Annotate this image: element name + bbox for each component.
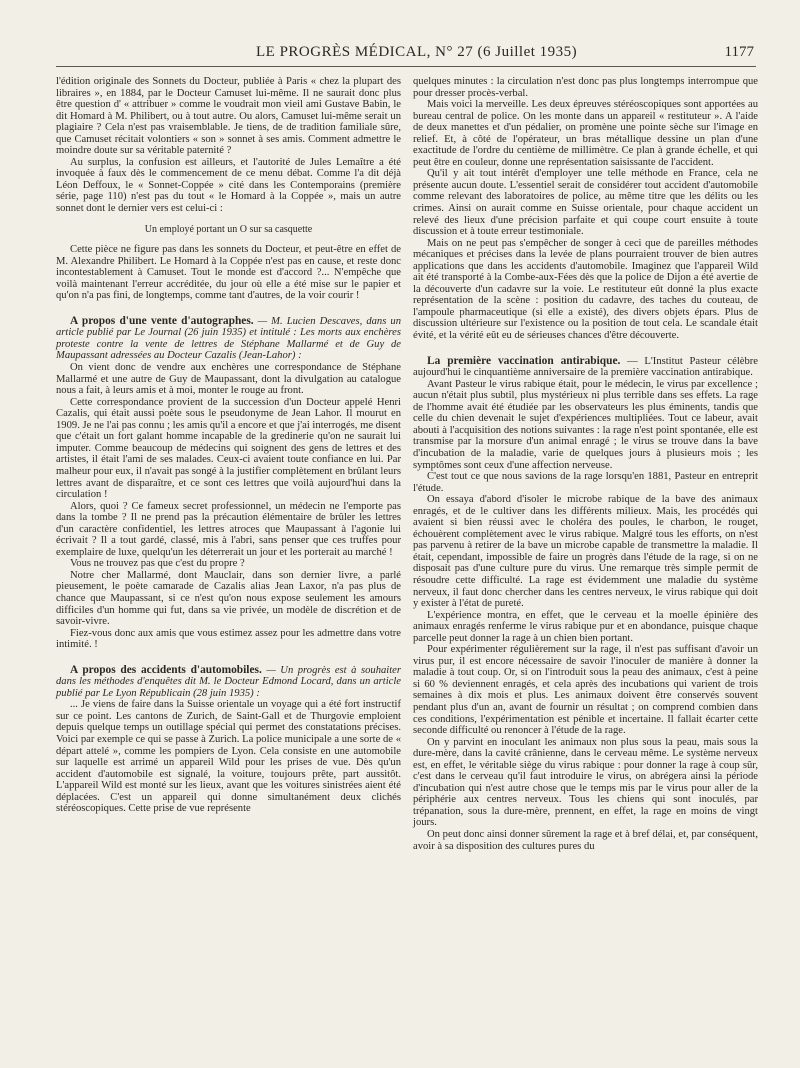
paragraph: Vous ne trouvez pas que c'est du propre ? (70, 558, 245, 570)
left-column (56, 76, 401, 815)
verse-quote: Un employé portant un O sur sa casquette (144, 223, 313, 235)
section-source: — M. Lucien Descaves, dans un article publié par Le Journal (26 juin 1935) et intitulé : Les morts aux enchères proteste contre la vente de lettres de Stéphane Mallarmé et de Guy de Maupassant adressées au Docteur Cazalis (Jean-Lahor) : (56, 315, 401, 362)
section-title: La première vaccination antirabique. (427, 354, 621, 367)
paragraph: Avant Pasteur le virus rabique était, pour le médecin, le virus par excellence ; aucun n'était plus subtil, plus mystérieux ni plus terrible dans ses effets. La rage de l'homme avait été étudiée par les observateurs les plus éminents, tandis que celle du chien devenait le sujet d'expériences multipliées. Tout ce labeur, avait abouti à l'acquisition des notions suivantes : la rage n'est point spontanée, elle est transmise par la morsure d'un animal enragé ; le virus se trouve dans la bave d'incubation de la maladie, varie de quelques jours à plusieurs mois ; les symptômes sont ceux d'une affection nerveuse. (413, 378, 758, 471)
paragraph: Notre cher Mallarmé, dont Mauclair, dans son dernier livre, a parlé pieusement, le poète camarade de Cazalis alias Jean Laxor, n'a pas plus de chance que Maupassant, si ce n'est qu'on nous expose seulement les amours difficiles d'un homme qui fut, dans sa vie privée, un modèle de discrétion et de savoir-vivre. (56, 569, 401, 628)
paragraph: On peut donc ainsi donner sûrement la rage et à bref délai, et, par conséquent, avoir à sa disposition des cultures pures du (413, 829, 758, 852)
section-autographes (56, 316, 401, 362)
paragraph: On essaya d'abord d'isoler le microbe rabique de la bave des animaux enragés, et de le cultiver dans les différents milieux. Mais, les procédés qui avaient si bien réussi avec le choléra des poules, le charbon, le rouget, échouèrent complètement avec le virus rabique. Malgré tous les efforts, on n'est pas parvenu à retirer de la bave un microbe capable de transmettre la maladie. Il était, cependant, impossible de faire un progrès dans l'étude de la rage, si on ne disposait pas d'une culture pure du virus. Une remarque très simple permit de résoudre cette difficulté. La rage est évidemment une maladie du système nerveux, il faut donc chercher dans les centres nerveux, le virus rabique qui doit y exister à l'état de pureté. (413, 494, 758, 610)
section-source: — Un progrès est à souhaiter dans les méthodes d'enquêtes dit M. le Docteur Edmond Locard, dans un article publié par Le Lyon Républicain (28 juin 1935) : (56, 664, 402, 699)
section-automobiles (56, 665, 401, 700)
paragraph: Mais on ne peut pas s'empêcher de songer à ceci que de pareilles méthodes mécaniques et précises dans la levée de plans pourraient trouver de bien autres applications que dans les accidents d'automobile. Imaginez que l'appareil Wild ait été transporté à la Combe-aux-Fées dès que la police de Dijon a été avertie de la découverte d'un cadavre sur la voie. Le restituteur eût donné la plus exacte représentation de la scène : position du cadavre, des taches du couteau, de l'ampoule pharmaceutique (si elle a existé), des divers objets épars. Plus de discussion ultérieure sur l'existence ou la position de tout cela. Le scandale était évité, et la vérité eût eu de sérieuses chances d'être découverte. (413, 237, 758, 342)
paragraph: On y parvint en inoculant les animaux non plus sous la peau, mais sous la dure-mère, dans la cavité crânienne, dans le cerveau même. Le système nerveux est, en effet, le véritable siège du virus rabique : pour donner la rage à coup sûr, c'est dans le cerveau qu'il faut introduire le virus, on abrégera ainsi la période d'incubation qui n'est autre chose que le temps mis par le virus pour aller de la périphérie aux centres nerveux. Tous les chiens qui sont inoculés, par trépanation, sous la dure-mère, prennent, en effet, la rage en moins de vingt jours. (413, 736, 758, 829)
section-title: A propos d'une vente d'autographes. (70, 314, 254, 327)
paragraph: On vient donc de vendre aux enchères une correspondance de Stéphane Mallarmé et une autre de Guy de Maupassant, dont la divulgation au catalogue nous a fait, à leurs amis et à moi, monter le rouge au front. (56, 362, 401, 397)
section-vaccination (413, 356, 758, 379)
paragraph: ... Je viens de faire dans la Suisse orientale un voyage qui a été fort instructif sur ce point. Les cantons de Zurich, de Saint-Gall et de Thurgovie emploient depuis quelque temps un outillage spécial qui permet des constatations précises. Voici par exemple ce qui se passe à Zurich. La police municipale a une sorte de « départ attelé », comme les pompiers de Lyon. Cela consiste en une automobile sur laquelle est arrimé un appareil Wild pour les prises de vue. Dès qu'un accident d'automobile est signalé, la voiture, toujours prête, part aussitôt. L'appareil Wild est monté sur les lieux, avant que les voitures sinistrées aient été déplacées. C'est un appareil qui donne simultanément deux clichés stéréoscopiques. Cette prise de vue représente (56, 699, 401, 815)
paragraph: Alors, quoi ? Ce fameux secret professionnel, un médecin ne l'emporte pas dans la tombe ? Il ne prend pas la précaution élémentaire de brûler les lettres d'un caractère confidentiel, les lettres atroces que Maupassant à l'agonie lui écrivait ? Il a tout gardé, classé, mis à l'abri, sans penser que ces truffes pour exemplaire de luxe, quelqu'un les déterrerait un jour et les porterait au marché ! (56, 500, 401, 558)
section-title: A propos des accidents d'automobiles. (70, 663, 262, 676)
section-source: — L'Institut Pasteur célèbre aujourd'hui le cinquantième anniversaire de la première vaccination antirabique. (413, 355, 758, 379)
right-column (413, 76, 758, 852)
paragraph: Cette correspondance provient de la succession d'un Docteur appelé Henri Cazalis, qui était aussi poète sous le pseudonyme de Jean Lahor. Il mourut en 1909. Je ne l'ai pas connu ; les amis qu'il a encore et que j'ai interrogés, me disent que c'était un fort galant homme incapable de la gredinerie qu'on ne saurait lui imputer. Comme beaucoup de médecins qui soignent des gens de lettres et des artistes, il était l'ami de ses malades. Ceux-ci avaient toute confiance en lui. Par malheur pour eux, il n'avait pas songé à la justifier complètement en brûlant leurs lettres avant de disparaître, et ce sont ces lettres que voilà aujourd'hui dans la circulation ! (56, 396, 401, 501)
page-header (56, 44, 756, 67)
page-number: 1177 (724, 44, 754, 60)
journal-title: LE PROGRÈS MÉDICAL, N° 27 (6 Juillet 1935) (256, 44, 578, 60)
paragraph: Fiez-vous donc aux amis que vous estimez assez pour les admettre dans votre intimité. ! (56, 627, 401, 651)
paragraph: Pour expérimenter régulièrement sur la rage, il n'est pas suffisant d'avoir un virus pur, il est encore nécessaire de savoir l'inoculer de manière à donner la maladie à tout coup. Or, si on l'introduit sous la peau des animaux, c'est à peine si 60 % deviennent enragés, et cela après des incubations qui varient de trois semaines à dix mois et plus. Les animaux doivent être conservés souvent pendant plus d'un an, avant de fournir un résultat ; on comprend combien dans ces conditions, l'expérimentation est pénible et incertaine. Il fallait écarter cette seconde difficulté ou renoncer à l'étude de la rage. (413, 644, 758, 737)
paragraph: Mais voici la merveille. Les deux épreuves stéréoscopiques sont apportées au bureau central de police. On les monte dans un appareil « restituteur ». A l'aide de deux manettes et d'un pédalier, on promène une pointe sèche sur l'image en relief. Et, à côté de l'opérateur, un bras métallique dessine un plan d'une exactitude de l'ordre du centième de millimètre. Ce plan à grande échelle, et qui peut être en couleur, donne une représentation saisissante de l'accident. (413, 99, 758, 168)
paragraph: Cette pièce ne figure pas dans les sonnets du Docteur, et peut-être en effet de M. Alexandre Philibert. Le Homard à la Coppée n'est pas en cause, et reste donc incontestablement à Camuset. Tout le monde est d'accord ?... N'empêche que voilà maintenant l'erreur accréditée, du jour où elle a été mise sur le papier et qu'on n'a pas fini, de longtemps, comme tant d'autres, de la voir courir ! (56, 244, 401, 302)
paragraph: Au surplus, la confusion est ailleurs, et l'autorité de Jules Lemaître a été invoquée à faux dès le commencement de ce menu débat. Comme l'a dit déjà Léon Deffoux, le « Sonnet-Coppée » cité dans les Contemporains (première série, page 110) n'est pas du tout « le Homard à la Coppée », mais un autre sonnet dont le dernier vers est celui-ci : (56, 156, 401, 215)
paragraph: C'est tout ce que nous savions de la rage lorsqu'en 1881, Pasteur en entreprit l'étude. (413, 471, 758, 494)
paragraph: quelques minutes : la circulation n'est donc pas plus longtemps interrompue que pour dresser procès-verbal. (413, 76, 758, 99)
paragraph: l'édition originale des Sonnets du Docteur, publiée à Paris « chez la plupart des libraires », en 1884, par le Docteur Camuset lui-même. Il ne saurait donc plus être question d' « attribuer » comme le voudrait mon vieil ami Gustave Babin, le dit Homard à M. Philibert, ou à tout autre. Ou alors, Camuset lui-même serait un plagiaire ? Cela n'est pas vraisemblable. Je tiens, de de tradition familiale sûre, que Camuset récitait volontiers « son » sonnet à ses amis. Comment admettre le moindre doute sur sa véritable paternité ? (56, 76, 401, 157)
paragraph: Qu'il y ait tout intérêt d'employer une telle méthode en France, cela ne présente aucun doute. L'essentiel serait de considérer tout accident d'automobile comme relevant des laboratoires de police, au même titre que les délits ou les crimes. Ainsi on aurait comme en Suisse orientale, pour chaque accident un relevé des lieux d'une précision parfaite et qui coupe court ensuite à toute discussion et à toute erreur testimoniale. (413, 168, 758, 238)
paragraph: L'expérience montra, en effet, que le cerveau et la moelle épinière des animaux enragés renferme le virus rabique pur et en abondance, puisque chaque parcelle peut donner la rage à un chien bien portant. (413, 609, 758, 644)
